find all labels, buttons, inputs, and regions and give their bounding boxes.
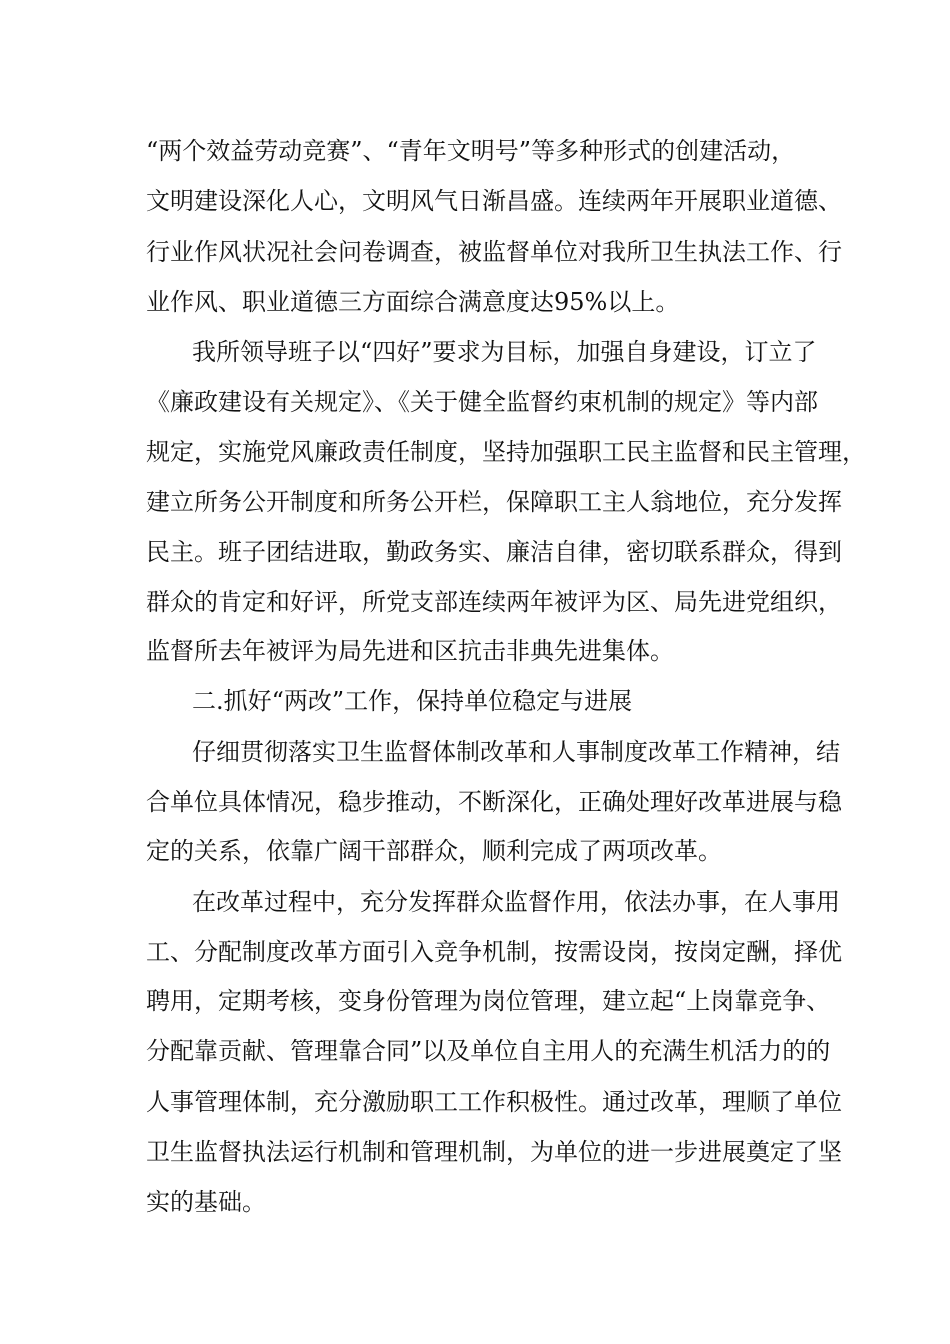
text-line: “两个效益劳动竞赛”、“青年文明号”等多种形式的创建活动， bbox=[146, 137, 796, 165]
text-line: 规定，实施党风廉政责任制度，坚持加强职工民主监督和民主管理， bbox=[146, 438, 866, 466]
section-heading: 二.抓好“两改”工作，保持单位稳定与进展 bbox=[192, 687, 633, 715]
text-line: 群众的肯定和好评，所党支部连续两年被评为区、局先进党组织， bbox=[146, 588, 842, 616]
text-line: 定的关系，依靠广阔干部群众，顺利完成了两项改革。 bbox=[146, 837, 722, 865]
text-line: 卫生监督执法运行机制和管理机制，为单位的进一步进展奠定了坚 bbox=[146, 1138, 842, 1166]
paragraph-first-line: 在改革过程中，充分发挥群众监督作用，依法办事，在人事用 bbox=[192, 888, 840, 916]
text-line: 《廉政建设有关规定》、《关于健全监督约束机制的规定》等内部 bbox=[146, 388, 818, 416]
text-line: 分配靠贡献、管理靠合同”以及单位自主用人的充满生机活力的的 bbox=[146, 1037, 831, 1065]
text-line: 工、分配制度改革方面引入竞争机制，按需设岗，按岗定酬，择优 bbox=[146, 938, 842, 966]
text-line: 业作风、职业道德三方面综合满意度达95%以上。 bbox=[146, 288, 680, 316]
text-line: 行业作风状况社会问卷调查，被监督单位对我所卫生执法工作、行 bbox=[146, 238, 842, 266]
text-line: 实的基础。 bbox=[146, 1188, 266, 1216]
text-line: 合单位具体情况，稳步推动，不断深化，正确处理好改革进展与稳 bbox=[146, 788, 842, 816]
text-line: 文明建设深化人心，文明风气日渐昌盛。连续两年开展职业道德、 bbox=[146, 187, 842, 215]
text-line: 民主。班子团结进取，勤政务实、廉洁自律，密切联系群众，得到 bbox=[146, 538, 842, 566]
text-line: 人事管理体制，充分激励职工工作积极性。通过改革，理顺了单位 bbox=[146, 1088, 842, 1116]
text-line: 建立所务公开制度和所务公开栏，保障职工主人翁地位，充分发挥 bbox=[146, 488, 842, 516]
text-line: 监督所去年被评为局先进和区抗击非典先进集体。 bbox=[146, 637, 674, 665]
text-line: 聘用，定期考核，变身份管理为岗位管理，建立起“上岗靠竞争、 bbox=[146, 987, 831, 1015]
paragraph-first-line: 仔细贯彻落实卫生监督体制改革和人事制度改革工作精神，结 bbox=[192, 738, 840, 766]
paragraph-first-line: 我所领导班子以“四好”要求为目标，加强自身建设，订立了 bbox=[192, 338, 817, 366]
